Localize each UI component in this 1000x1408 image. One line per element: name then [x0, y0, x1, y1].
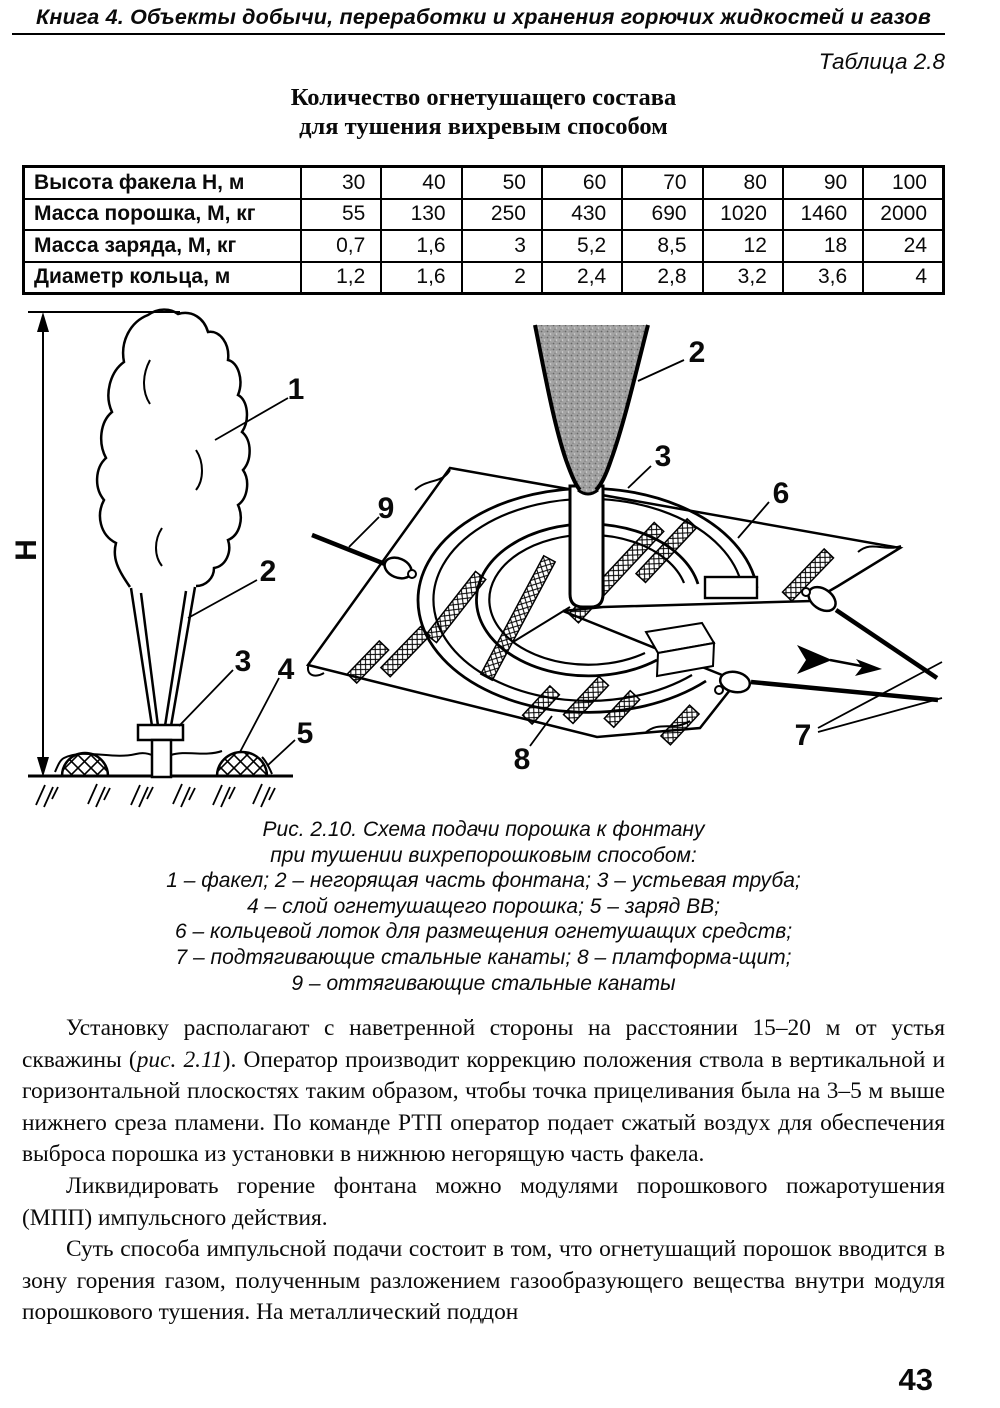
- table-cell: 55: [301, 199, 381, 231]
- callout-9: 9: [377, 492, 395, 525]
- wellhead-stub: [152, 740, 171, 777]
- caption-line: Рис. 2.10. Схема подачи порошка к фонтану: [262, 818, 705, 841]
- wellhead-pipe: [570, 486, 603, 607]
- table-cell: 8,5: [622, 230, 702, 262]
- table-cell: 2,4: [542, 262, 622, 294]
- callout-3: 3: [234, 645, 252, 678]
- table-cell: 18: [783, 230, 863, 262]
- caption-line: 7 – подтягивающие стальные канаты; 8 – платформа-щит;: [175, 945, 792, 969]
- figure-2-10-diagram: [0, 300, 1000, 812]
- table-cell: 1,2: [301, 262, 381, 294]
- wind-direction-arrow: [797, 645, 882, 676]
- paragraph-1: [22, 1013, 945, 1171]
- platform-scheme: [308, 325, 942, 776]
- callout-7: 7: [794, 719, 812, 752]
- body-text: [22, 1013, 945, 1329]
- table-title-line1: Количество огнетушащего состава: [290, 84, 677, 111]
- table-cell: 40: [381, 167, 461, 199]
- paragraph-2: Ликвидировать горение фонтана можно модулями порошкового пожаротушения (МПП) импульсного действия.: [22, 1172, 945, 1231]
- callout-6: 6: [772, 477, 790, 510]
- table-cell: 90: [783, 167, 863, 199]
- table-cell: 1020: [703, 199, 783, 231]
- table-cell: 2: [462, 262, 542, 294]
- table-cell: 60: [542, 167, 622, 199]
- callout-4: 4: [277, 653, 295, 686]
- table-cell: 430: [542, 199, 622, 231]
- table-cell: 250: [462, 199, 542, 231]
- fountain-scheme: [10, 310, 313, 807]
- explosive-charge-right: [217, 752, 267, 776]
- row-label: Масса заряда, М, кг: [24, 230, 302, 262]
- row-label: Высота факела Н, м: [24, 167, 302, 199]
- callout-2: 2: [259, 555, 277, 588]
- table-reference: Таблица 2.8: [818, 49, 945, 74]
- pull-rope-7b: [715, 669, 938, 700]
- table-cell: 80: [703, 167, 783, 199]
- callout-5: 5: [296, 717, 314, 750]
- table-cell: 70: [622, 167, 702, 199]
- table-cell: 50: [462, 167, 542, 199]
- caption-line: 1 – факел; 2 – негорящая часть фонтана; 3 – устьевая труба;: [166, 869, 801, 893]
- caption-line: при тушении вихрепорошковым способом:: [270, 843, 697, 867]
- figure-caption: [22, 817, 945, 996]
- table-cell: 0,7: [301, 230, 381, 262]
- figure-reference: рис. 2.11: [136, 1046, 223, 1073]
- table-title: [22, 83, 945, 141]
- page-number: 43: [898, 1362, 933, 1397]
- caption-line: 9 – оттягивающие стальные канаты: [291, 971, 676, 995]
- table-cell: 2000: [863, 199, 943, 231]
- header-divider: [12, 33, 945, 35]
- table-cell: 690: [622, 199, 702, 231]
- table-row: [24, 262, 944, 294]
- table-cell: 3,6: [783, 262, 863, 294]
- table-row: [24, 167, 944, 199]
- paragraph-1-text: Установку располагают с наветренной стороны на расстоянии 15–20 м от устья скважины (: [22, 1015, 945, 1073]
- table-cell: 30: [301, 167, 381, 199]
- table-cell: 5,2: [542, 230, 622, 262]
- wellhead-flange: [138, 725, 183, 740]
- table-cell: 1,6: [381, 230, 461, 262]
- table-cell: 24: [863, 230, 943, 262]
- caption-line: 4 – слой огнетушащего порошка; 5 – заряд ВВ;: [247, 894, 720, 918]
- table-title-line2: для тушения вихревым способом: [299, 113, 668, 140]
- table-cell: 1,6: [381, 262, 461, 294]
- ground-hatch: [36, 784, 275, 807]
- caption-line: 6 – кольцевой лоток для размещения огнетушащих средств;: [174, 920, 793, 944]
- trough-end-upper: [705, 577, 757, 598]
- table-cell: 12: [703, 230, 783, 262]
- callout-3r: 3: [654, 440, 672, 473]
- running-head: Книга 4. Объекты добычи, переработки и хранения горючих жидкостей и газов: [35, 5, 932, 29]
- height-label: H: [10, 539, 43, 561]
- row-label: Диаметр кольца, м: [24, 262, 302, 294]
- table-cell: 100: [863, 167, 943, 199]
- callout-2r: 2: [688, 336, 706, 369]
- row-label: Масса порошка, М, кг: [24, 199, 302, 231]
- paragraph-1-text: ). Оператор производит коррекцию положения ствола в вертикальной и горизонтальной плоскостях таким образом, чтобы точка прицеливания была на 3–5 м выше нижнего среза пламени. По команде РТП оператор подает сжатый воздух для обеспечения выброса порошка из установки в нижнюю негорящую часть факела.: [22, 1046, 945, 1168]
- table-cell: 1460: [783, 199, 863, 231]
- table-cell: 3: [462, 230, 542, 262]
- paragraph-3: Суть способа импульсной подачи состоит в том, что огнетушащий порошок вводится в зону горения газом, полученным разложением газообразующего вещества внутри модуля порошкового тушения. На металлический поддон: [22, 1236, 945, 1326]
- table-row: [24, 199, 944, 231]
- table-cell: 3,2: [703, 262, 783, 294]
- fountain-jet: [131, 587, 195, 726]
- table-cell: 130: [381, 199, 461, 231]
- table-cell: 4: [863, 262, 943, 294]
- table-row: [24, 230, 944, 262]
- data-table: [22, 165, 945, 295]
- table-cell: 2,8: [622, 262, 702, 294]
- callout-8: 8: [513, 743, 531, 776]
- callout-1: 1: [287, 373, 305, 406]
